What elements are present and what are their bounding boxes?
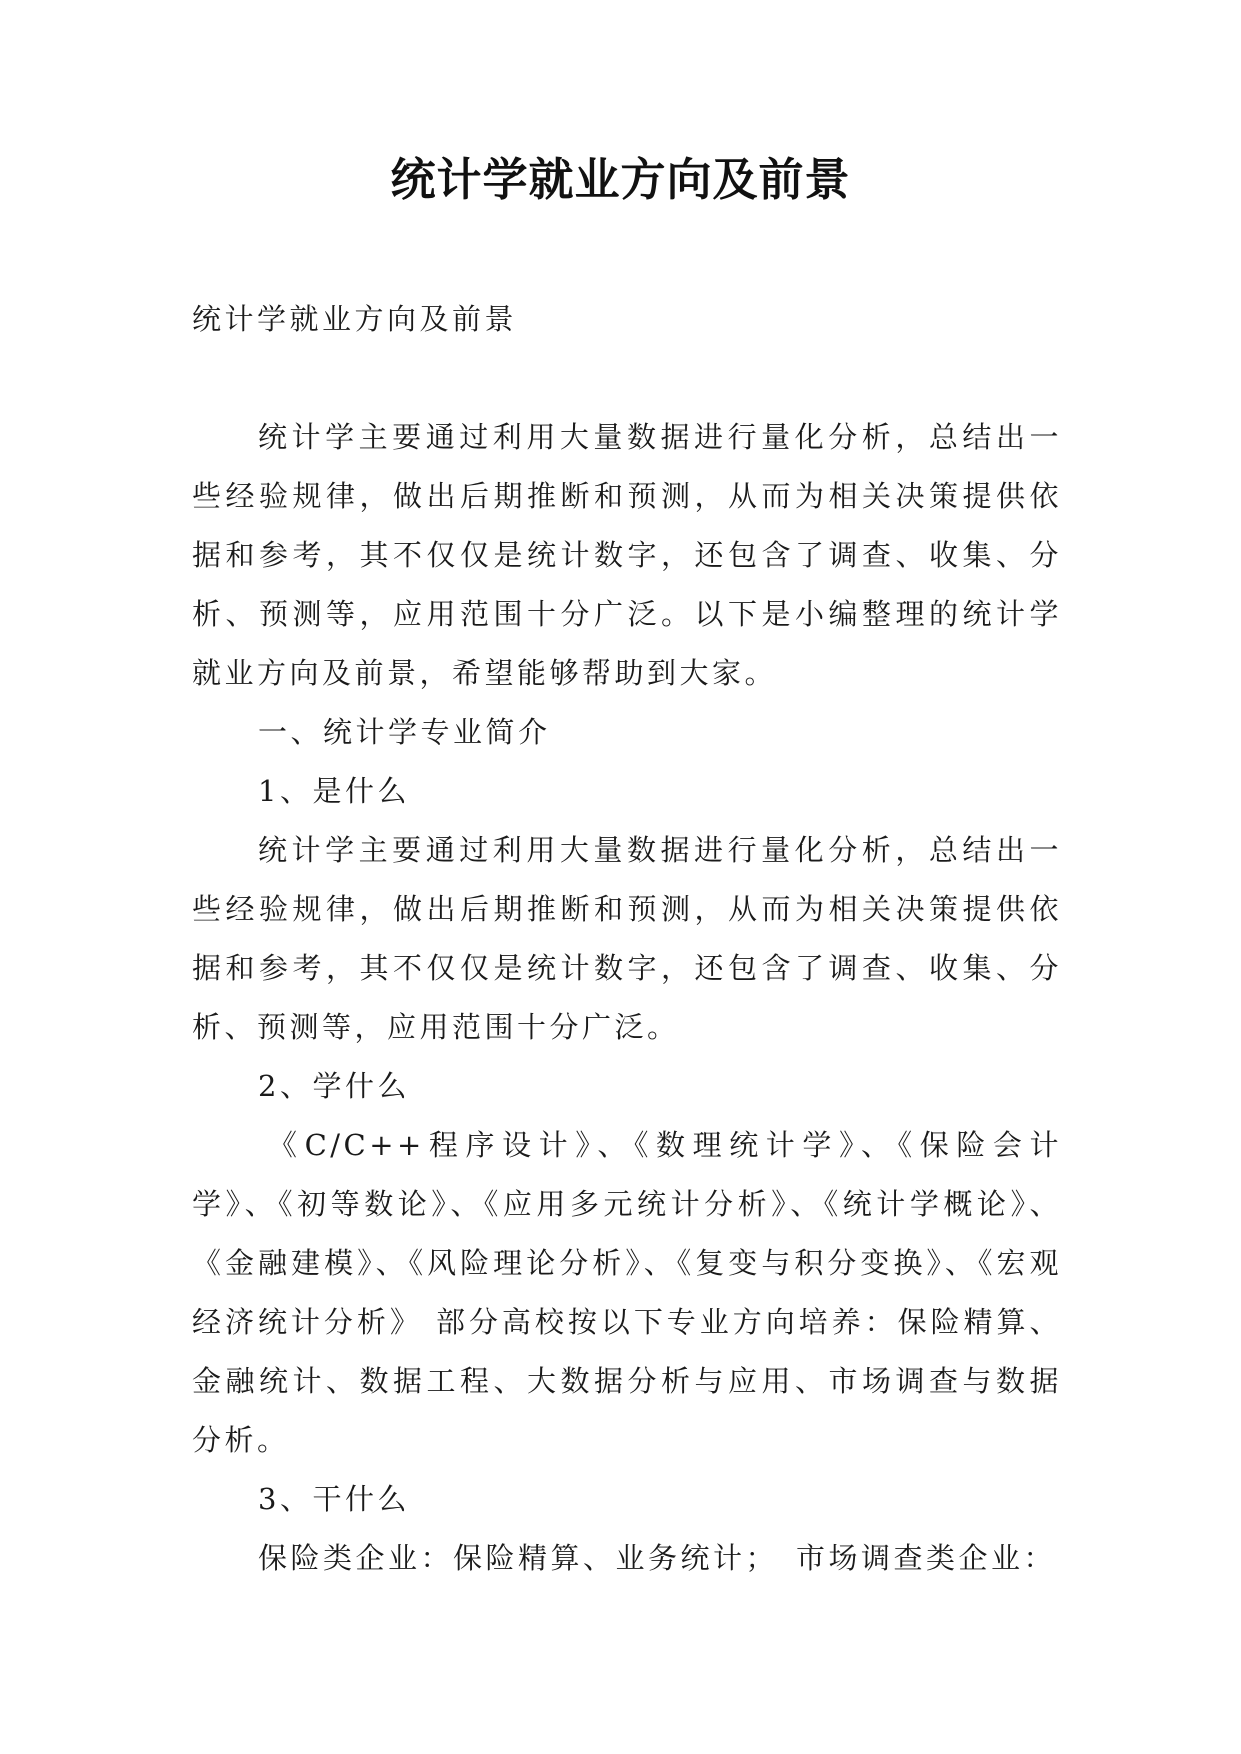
course-list-paragraph: 《C/C++程序设计》、《数理统计学》、《保险会计学》、《初等数论》、《应用多元统计分析》、《统计学概论》、《金融建模》、《风险理论分析》、《复变与积分变换》、《宏观经济统计分析》 部分高校按以下专业方向培养：保险精算、金融统计、数据工程、大数据分析与应用、市场调查与数据分析。 bbox=[192, 1128, 1062, 1457]
career-paragraph: 保险类企业：保险精算、业务统计； 市场调查类企业： bbox=[258, 1541, 1057, 1575]
intro-paragraph: 统计学主要通过利用大量数据进行量化分析，总结出一些经验规律，做出后期推断和预测，从而为相关决策提供依据和参考，其不仅仅是统计数字，还包含了调查、收集、分析、预测等，应用范围十分广泛。以下是小编整理的统计学就业方向及前景，希望能够帮助到大家。 bbox=[192, 420, 1062, 690]
document-body bbox=[192, 290, 1062, 1588]
subheading-what-is-it: 1、是什么 bbox=[258, 774, 410, 808]
section-heading-major-intro: 一、统计学专业简介 bbox=[258, 715, 551, 749]
subheading-what-to-do: 3、干什么 bbox=[258, 1482, 410, 1516]
definition-paragraph: 统计学主要通过利用大量数据进行量化分析，总结出一些经验规律，做出后期推断和预测，从而为相关决策提供依据和参考，其不仅仅是统计数字，还包含了调查、收集、分析、预测等，应用范围十分广泛。 bbox=[192, 833, 1062, 1044]
document-subtitle: 统计学就业方向及前景 bbox=[192, 302, 518, 336]
document-title: 统计学就业方向及前景 bbox=[390, 153, 851, 206]
subheading-what-to-learn: 2、学什么 bbox=[258, 1069, 410, 1103]
